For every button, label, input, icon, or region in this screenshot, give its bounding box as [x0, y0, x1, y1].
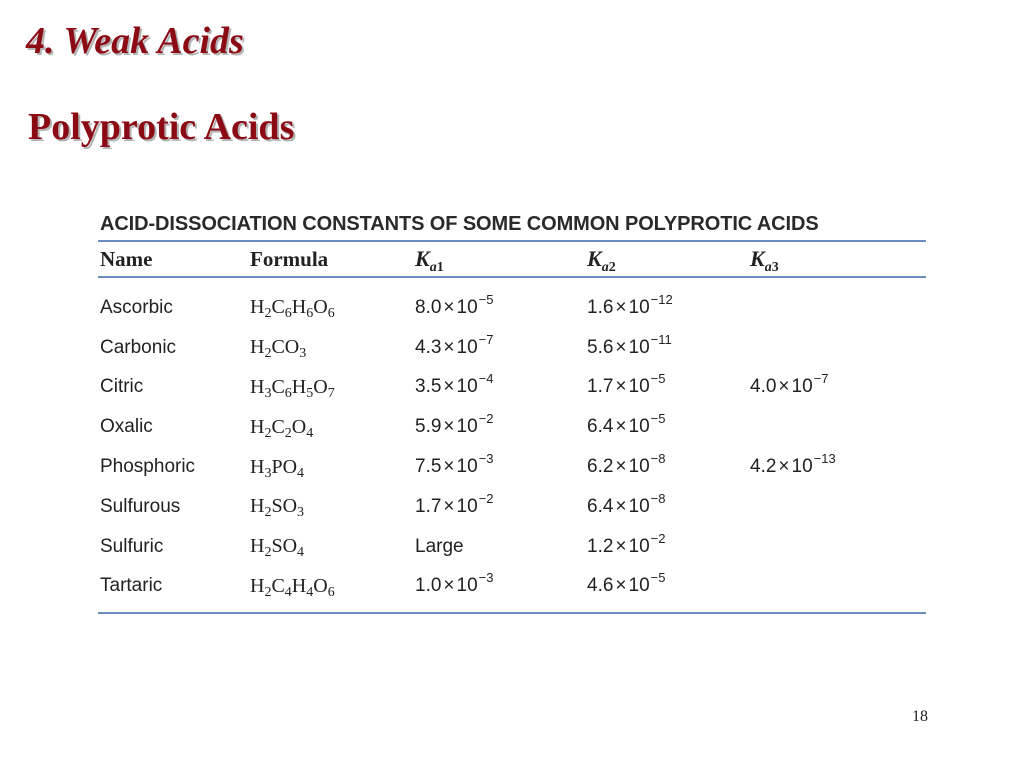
power-base: 10 — [791, 376, 813, 398]
times-sign: × — [778, 456, 790, 478]
ka2-mantissa: 6.2 — [587, 456, 614, 478]
formula-subscript: 6 — [284, 306, 292, 322]
formula-element: C — [271, 375, 285, 398]
power-base: 10 — [456, 575, 478, 597]
formula-subscript: 6 — [327, 584, 335, 600]
formula-subscript: 2 — [284, 425, 292, 441]
page-number: 18 — [912, 708, 928, 725]
ka2-exponent: −12 — [650, 291, 673, 307]
ka1-mantissa: 4.3 — [415, 336, 442, 358]
header-ka1-sub-letter: a — [429, 260, 437, 275]
times-sign: × — [615, 535, 627, 557]
acid-name: Sulfuric — [100, 535, 164, 557]
ka3-exponent: −13 — [813, 451, 836, 467]
ka3-mantissa: 4.0 — [750, 376, 777, 398]
formula-element: O — [291, 415, 307, 438]
ka2-cell — [587, 570, 750, 597]
ka1-exponent: −4 — [478, 371, 494, 387]
formula-subscript: 6 — [306, 306, 314, 322]
power-base: 10 — [628, 296, 650, 318]
formula-subscript: 2 — [264, 505, 272, 521]
ka1-mantissa: 3.5 — [415, 376, 442, 398]
ka1-cell — [415, 411, 587, 438]
ka2-exponent: −2 — [650, 530, 666, 546]
ka2-exponent: −11 — [650, 331, 672, 347]
ka2-mantissa: 4.6 — [587, 575, 614, 597]
formula-element: C — [271, 415, 285, 438]
formula-element: H — [250, 574, 265, 597]
ka2-cell — [587, 451, 750, 478]
formula-subscript: 2 — [264, 346, 272, 362]
header-ka3 — [750, 246, 926, 275]
header-ka3-sub-num: 3 — [771, 260, 779, 275]
times-sign: × — [443, 456, 455, 478]
ka2-exponent: −8 — [650, 451, 666, 467]
table-row — [98, 527, 926, 567]
header-name: Name — [100, 246, 153, 271]
power-base: 10 — [456, 456, 478, 478]
acid-formula — [250, 376, 415, 399]
formula-element: CO — [271, 336, 300, 359]
acid-formula — [250, 296, 415, 322]
power-base: 10 — [628, 535, 650, 557]
header-ka2-symbol: K — [587, 246, 602, 271]
times-sign: × — [615, 416, 627, 438]
formula-subscript: 5 — [306, 385, 314, 401]
formula-subscript: 7 — [327, 385, 335, 401]
ka2-mantissa: 6.4 — [587, 416, 614, 438]
header-ka1-sub-num: 1 — [436, 260, 444, 275]
formula-element: C — [271, 296, 285, 319]
formula-subscript: 3 — [299, 346, 307, 362]
ka2-mantissa: 5.6 — [587, 336, 614, 358]
acid-name: Sulfurous — [100, 495, 181, 517]
formula-element: SO — [271, 535, 298, 558]
formula-subscript: 4 — [297, 545, 305, 561]
formula-subscript: 3 — [297, 505, 305, 521]
ka1-exponent: −3 — [478, 570, 494, 586]
times-sign: × — [615, 575, 627, 597]
formula-subscript: 4 — [297, 465, 305, 481]
acid-formula — [250, 495, 415, 521]
power-base: 10 — [628, 376, 650, 398]
formula-subscript: 2 — [264, 545, 272, 561]
formula-element: PO — [271, 455, 298, 478]
ka1-mantissa: 7.5 — [415, 456, 442, 478]
formula-element: H — [250, 415, 265, 438]
formula-subscript: 4 — [306, 584, 314, 600]
formula-subscript: 6 — [327, 306, 335, 322]
acid-formula — [250, 535, 415, 561]
ka1-mantissa: 1.7 — [415, 495, 442, 517]
formula-element: C — [271, 574, 285, 597]
table-row — [98, 407, 926, 447]
power-base: 10 — [791, 456, 813, 478]
power-base: 10 — [456, 336, 478, 358]
ka1-text: Large — [415, 535, 464, 557]
formula-element: H — [291, 296, 307, 319]
ka1-mantissa: 5.9 — [415, 416, 442, 438]
ka2-cell — [587, 331, 750, 359]
formula-element: H — [250, 455, 265, 478]
ka3-mantissa: 4.2 — [750, 456, 777, 478]
formula-element: SO — [271, 495, 298, 518]
ka1-cell — [415, 451, 587, 478]
ka1-exponent: −2 — [478, 490, 494, 506]
formula-subscript: 2 — [264, 306, 272, 322]
ka1-exponent: −2 — [478, 411, 494, 427]
power-base: 10 — [456, 296, 478, 318]
acid-name: Oxalic — [100, 416, 153, 438]
ka2-mantissa: 6.4 — [587, 495, 614, 517]
header-formula: Formula — [250, 246, 329, 271]
ka1-cell — [415, 291, 587, 319]
times-sign: × — [443, 416, 455, 438]
acid-name: Ascorbic — [100, 296, 173, 318]
formula-element: H — [250, 535, 265, 558]
acid-formula — [250, 416, 415, 439]
slide-subtitle: Polyprotic Acids — [28, 106, 295, 148]
ka2-exponent: −5 — [650, 371, 666, 387]
ka2-mantissa: 1.2 — [587, 535, 614, 557]
table-row — [98, 567, 926, 607]
formula-subscript: 2 — [264, 584, 272, 600]
ka1-mantissa: 1.0 — [415, 575, 442, 597]
acid-name: Citric — [100, 376, 144, 398]
ka1-cell — [415, 570, 587, 597]
times-sign: × — [443, 495, 455, 517]
ka1-exponent: −3 — [478, 451, 494, 467]
ka2-cell — [587, 530, 750, 558]
ka3-cell — [750, 451, 926, 478]
times-sign: × — [778, 376, 790, 398]
ka1-exponent: −5 — [478, 291, 494, 307]
acid-constants-table — [98, 212, 926, 614]
times-sign: × — [443, 575, 455, 597]
table-row — [98, 487, 926, 527]
times-sign: × — [615, 456, 627, 478]
table-header-row — [98, 242, 926, 276]
formula-element: H — [250, 336, 265, 359]
table-row — [98, 288, 926, 328]
acid-name: Tartaric — [100, 575, 163, 597]
times-sign: × — [443, 296, 455, 318]
ka1-cell — [415, 371, 587, 398]
acid-name: Phosphoric — [100, 456, 196, 478]
power-base: 10 — [628, 495, 650, 517]
ka2-cell — [587, 291, 750, 319]
formula-element: H — [291, 574, 307, 597]
header-ka3-symbol: K — [750, 246, 765, 271]
formula-subscript: 4 — [306, 425, 314, 441]
formula-element: O — [313, 296, 328, 319]
formula-subscript: 2 — [264, 425, 272, 441]
ka1-cell — [415, 331, 587, 359]
power-base: 10 — [456, 495, 478, 517]
formula-element: H — [250, 495, 265, 518]
formula-subscript: 4 — [284, 584, 292, 600]
formula-subscript: 3 — [264, 465, 272, 481]
times-sign: × — [615, 376, 627, 398]
formula-element: H — [291, 375, 307, 398]
power-base: 10 — [456, 376, 478, 398]
power-base: 10 — [628, 336, 650, 358]
ka2-mantissa: 1.7 — [587, 376, 614, 398]
header-ka3-sub-letter: a — [764, 260, 772, 275]
ka2-exponent: −5 — [650, 411, 666, 427]
ka2-cell — [587, 411, 750, 438]
power-base: 10 — [456, 416, 478, 438]
times-sign: × — [443, 376, 455, 398]
formula-subscript: 6 — [284, 385, 292, 401]
times-sign: × — [615, 495, 627, 517]
acid-formula — [250, 336, 415, 362]
header-ka1 — [415, 246, 587, 275]
acid-formula — [250, 456, 415, 479]
slide-title: 4. Weak Acids — [26, 20, 244, 62]
power-base: 10 — [628, 416, 650, 438]
ka1-cell — [415, 536, 587, 558]
table-row — [98, 328, 926, 368]
acid-formula — [250, 575, 415, 598]
header-ka1-symbol: K — [415, 246, 430, 271]
ka3-cell — [750, 371, 926, 398]
table-bottom-rule — [98, 612, 926, 614]
acid-name: Carbonic — [100, 336, 177, 358]
ka2-cell — [587, 490, 750, 518]
header-ka2-sub-letter: a — [601, 260, 609, 275]
table-row — [98, 368, 926, 408]
header-ka2-sub-num: 2 — [608, 260, 616, 275]
ka3-exponent: −7 — [813, 371, 829, 387]
ka1-mantissa: 8.0 — [415, 296, 442, 318]
table-body — [98, 278, 926, 612]
ka2-exponent: −8 — [650, 490, 666, 506]
ka2-mantissa: 1.6 — [587, 296, 614, 318]
table-caption: ACID-DISSOCIATION CONSTANTS OF SOME COMMON POLYPROTIC ACIDS — [100, 213, 819, 235]
ka1-cell — [415, 490, 587, 518]
ka2-cell — [587, 371, 750, 398]
formula-element: H — [250, 375, 265, 398]
formula-element: H — [250, 296, 265, 319]
header-ka2 — [587, 246, 750, 275]
table-row — [98, 447, 926, 487]
formula-element: O — [313, 375, 328, 398]
times-sign: × — [615, 296, 627, 318]
times-sign: × — [615, 336, 627, 358]
ka2-exponent: −5 — [650, 570, 666, 586]
formula-element: O — [313, 574, 328, 597]
power-base: 10 — [628, 456, 650, 478]
times-sign: × — [443, 336, 455, 358]
formula-subscript: 3 — [264, 385, 272, 401]
ka1-exponent: −7 — [478, 331, 494, 347]
power-base: 10 — [628, 575, 650, 597]
